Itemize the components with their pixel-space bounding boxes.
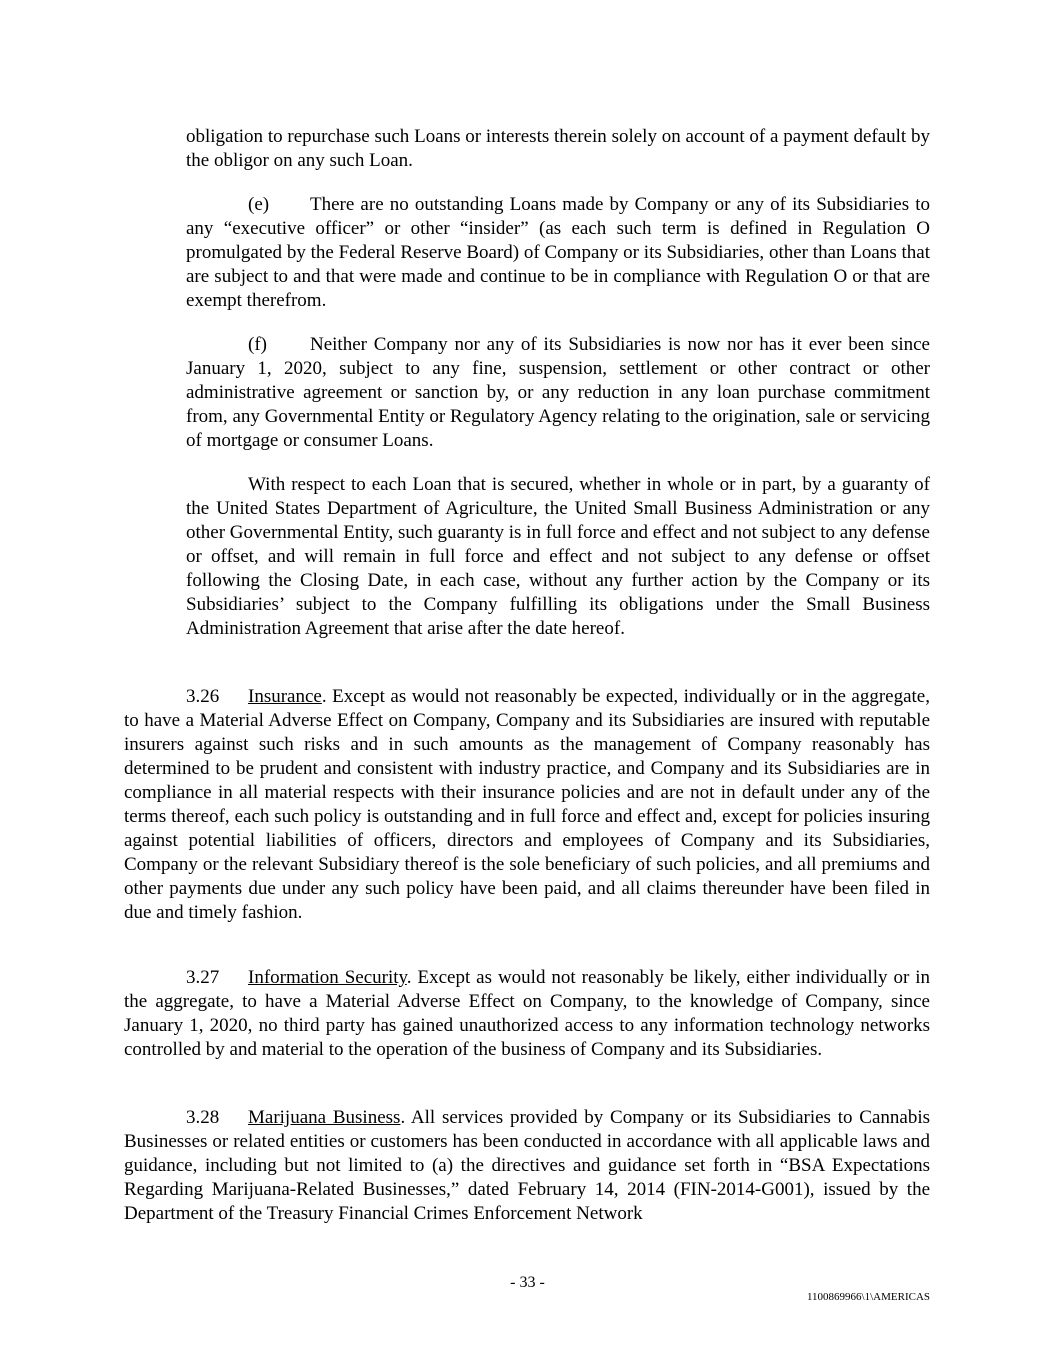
section-3-27 — [124, 966, 930, 1062]
section-3-28-number: 3.28 — [186, 1107, 220, 1128]
section-3-26-heading: Insurance — [248, 686, 322, 707]
section-3-28 — [124, 1106, 930, 1226]
section-3-27-heading: Information Security — [248, 967, 407, 988]
page-number: - 33 - — [510, 1274, 545, 1291]
continuation-text: obligation to repurchase such Loans or interests therein solely on account of a payment default by the obligor on any such Loan. — [186, 126, 930, 171]
clause-e-text: There are no outstanding Loans made by Company or any of its Subsidiaries to any “executive officer” or other “insider” (as each such term is defined in Regulation O promulgated by the Federal Reserve Board) of Company or its Subsidiaries, other than Loans that are subject to and that were made and continue to be in compliance with Regulation O or that are exempt therefrom. — [186, 194, 930, 311]
clause-e-paragraph — [186, 193, 930, 313]
guaranty-text: With respect to each Loan that is secured, whether in whole or in part, by a guaranty of the United States Department of Agriculture, the United Small Business Administration or any other Governmental Entity, such guaranty is in full force and effect and not subject to any defense or offset, and will remain in full force and effect and not subject to any defense or offset following the Closing Date, in each case, without any further action by the Company or its Subsidiaries’ subject to the Company fulfilling its obligations under the Small Business Administration Agreement that arise after the date hereof. — [186, 474, 930, 639]
section-3-27-number: 3.27 — [186, 967, 220, 988]
section-3-26-text: . Except as would not reasonably be expected, individually or in the aggregate, to have a Material Adverse Effect on Company, Company and its Subsidiaries are insured with reputable insurers against such risks and in such amounts as the management of Company reasonably has determined to be prudent and consistent with industry practice, and Company and its Subsidiaries are in compliance in all material respects with their insurance policies and are not in default under any of the terms thereof, each such policy is outstanding and in full force and effect and, except for policies insuring against potential liabilities of officers, directors and employees of Company and its Subsidiaries, Company or the relevant Subsidiary thereof is the sole beneficiary of such policies, and all premiums and other payments due under any such policy have been paid, and all claims thereunder have been filed in due and timely fashion. — [124, 686, 930, 923]
guaranty-paragraph — [186, 473, 930, 641]
clause-f-number: (f) — [248, 334, 267, 355]
document-id: 1100869966\1\AMERICAS — [806, 1291, 930, 1303]
section-3-27-text: . Except as would not reasonably be likely, either individually or in the aggregate, to have a Material Adverse Effect on Company, to the knowledge of Company, since January 1, 2020, no third party has gained unauthorized access to any information technology networks controlled by and material to the operation of the business of Company and its Subsidiaries. — [124, 967, 930, 1060]
section-3-28-text: . All services provided by Company or its Subsidiaries to Cannabis Businesses or related entities or customers has been conducted in accordance with all applicable laws and guidance, including but not limited to (a) the directives and guidance set forth in “BSA Expectations Regarding Marijuana-Related Businesses,” dated February 14, 2014 (FIN-2014-G001), issued by the Department of the Treasury Financial Crimes Enforcement Network — [124, 1107, 930, 1224]
continuation-paragraph — [186, 125, 930, 173]
clause-e-number: (e) — [248, 194, 270, 215]
section-3-26 — [124, 685, 930, 925]
section-3-28-heading: Marijuana Business — [248, 1107, 401, 1128]
clause-f-paragraph — [186, 333, 930, 453]
section-3-26-number: 3.26 — [186, 686, 220, 707]
clause-f-text: Neither Company nor any of its Subsidiaries is now nor has it ever been since January 1, 2020, subject to any fine, suspension, settlement or other contract or other administrative agreement or sanction by, or any reduction in any loan purchase commitment from, any Governmental Entity or Regulatory Agency relating to the origination, sale or servicing of mortgage or consumer Loans. — [186, 334, 930, 451]
